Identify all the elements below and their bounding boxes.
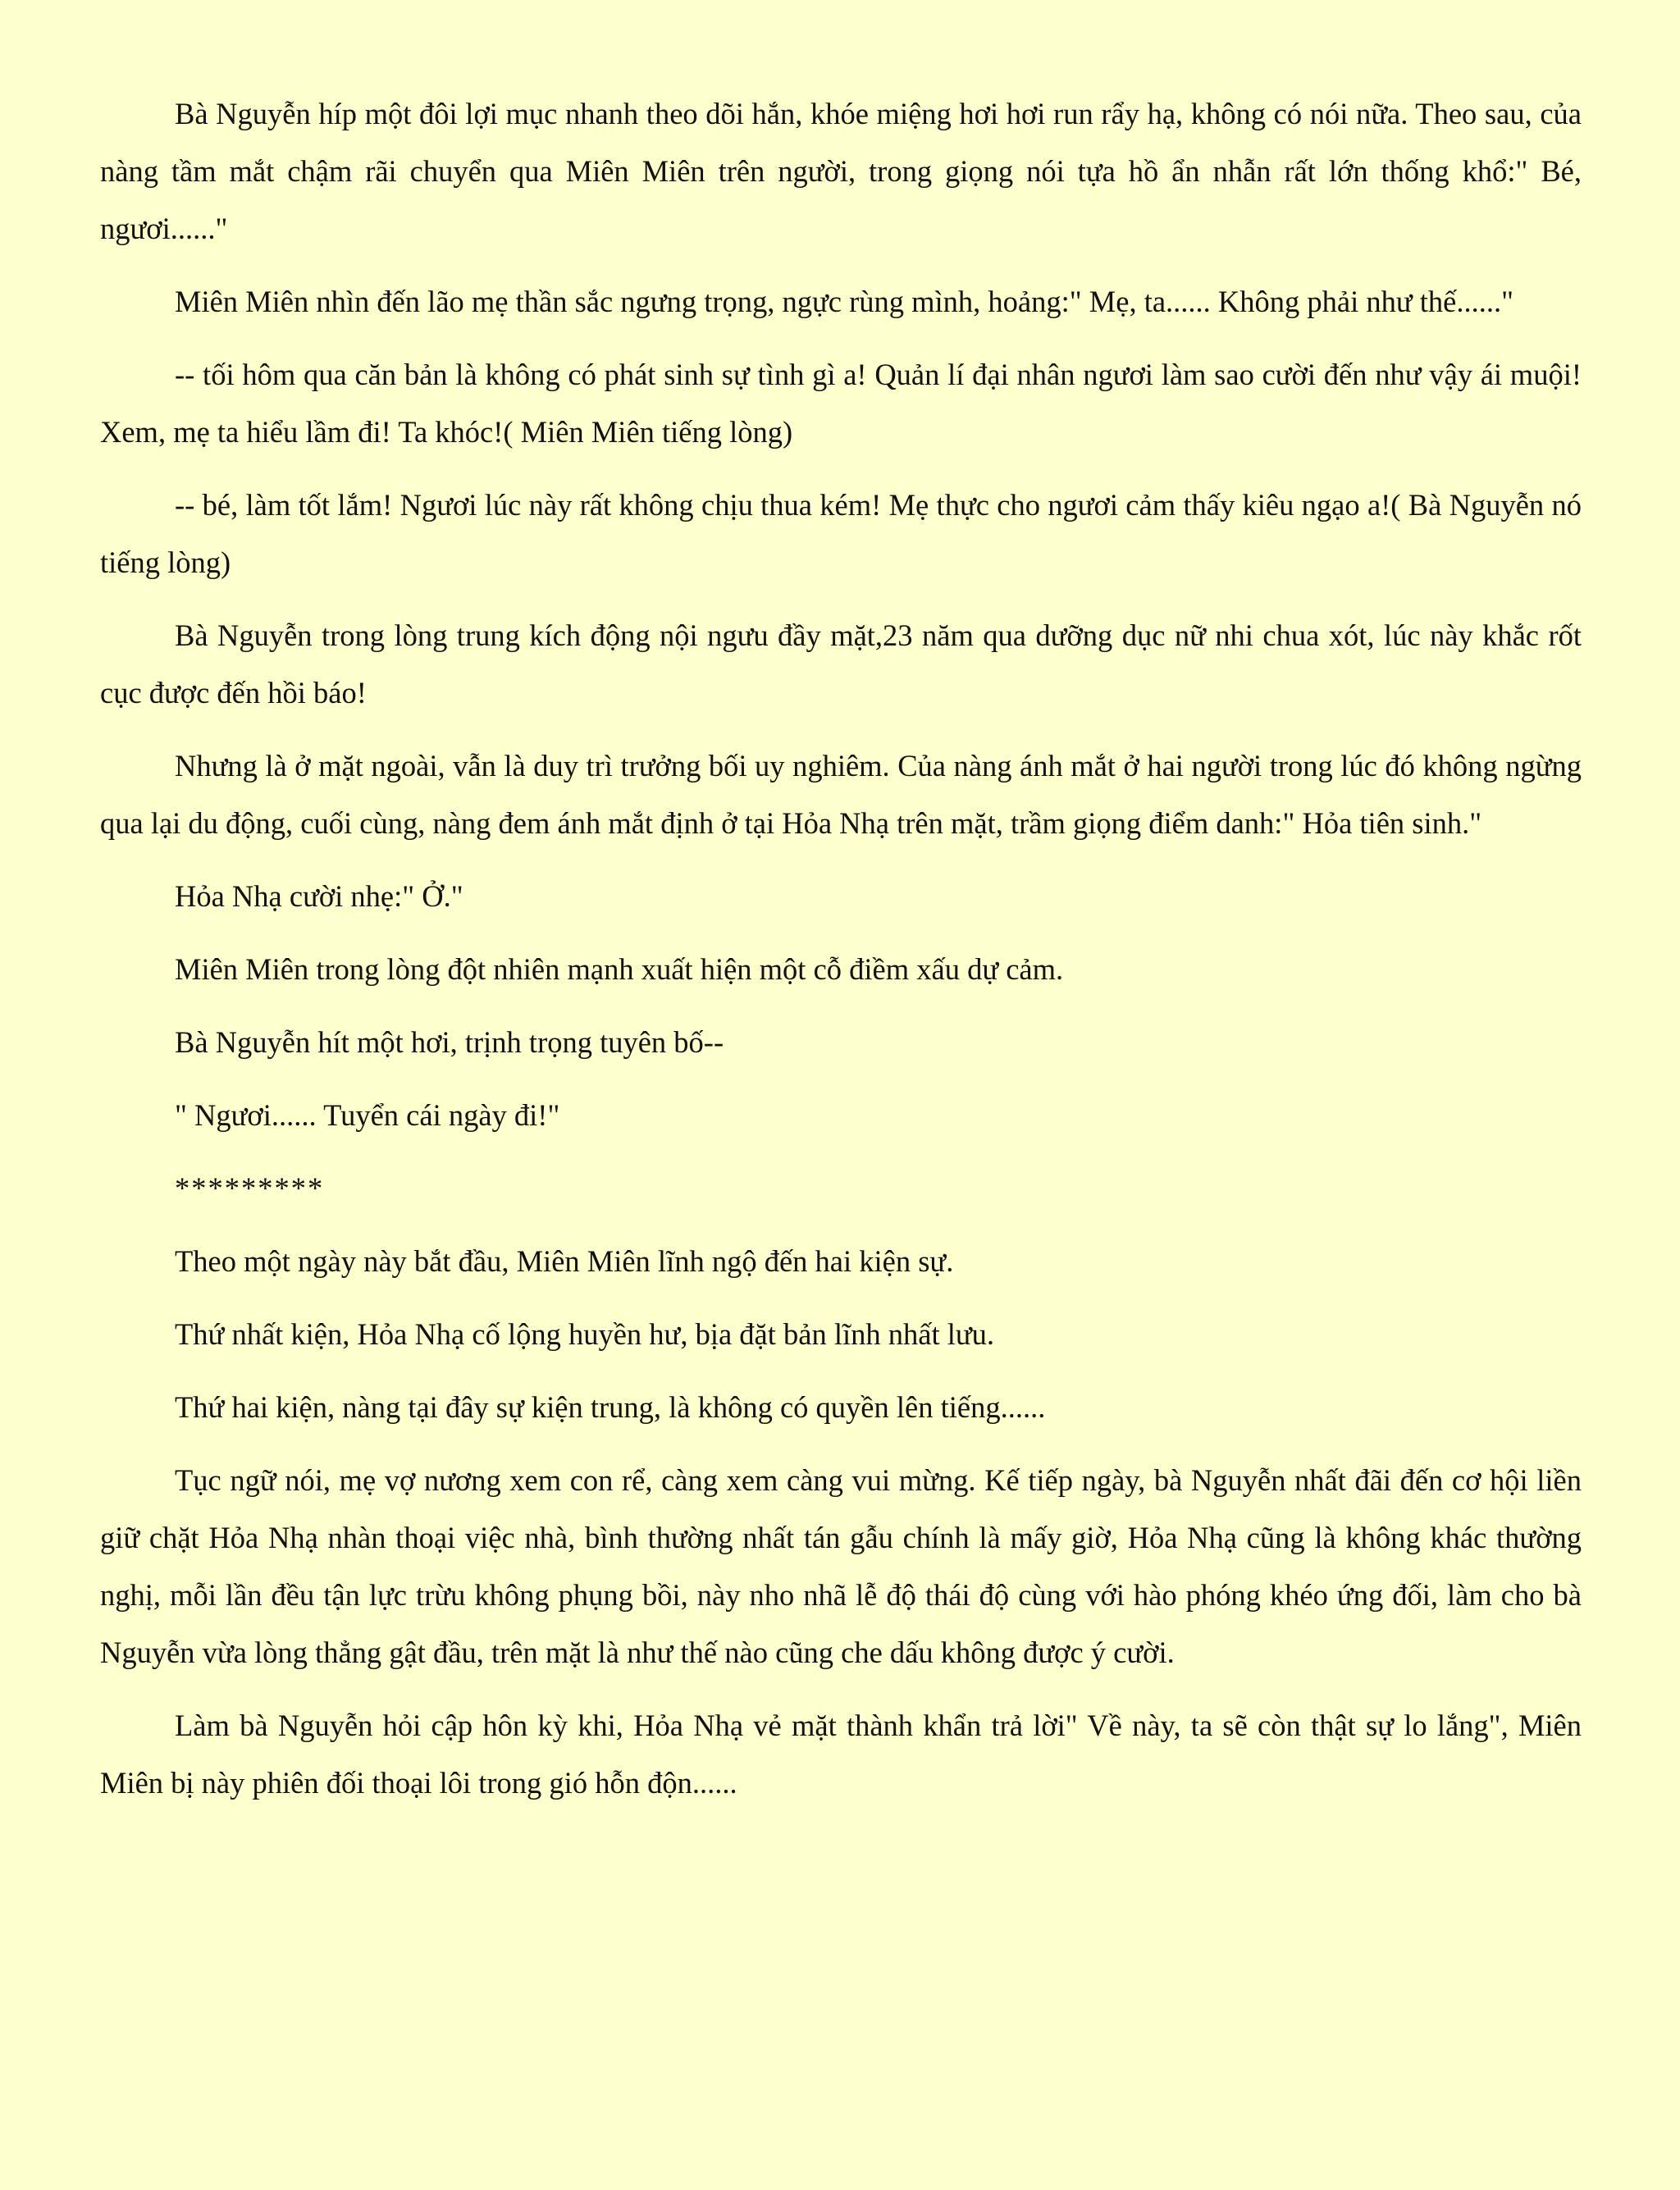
paragraph-3: -- tối hôm qua căn bản là không có phát sinh sự tình gì a! Quản lí đại nhân ngươi làm sao cười đến như vậy ái muội! Xem, mẹ ta hiểu lầm đi! Ta khóc!( Miên Miên tiếng lòng) xyxy=(100,358,1582,449)
paragraph-13: Thứ hai kiện, nàng tại đây sự kiện trung, là không có quyền lên tiếng...... xyxy=(175,1390,1046,1424)
section-separator: ********* xyxy=(175,1171,325,1205)
paragraph-15: Làm bà Nguyễn hỏi cập hôn kỳ khi, Hỏa Nhạ vẻ mặt thành khẩn trả lời" Về này, ta sẽ còn thật sự lo lắng", Miên Miên bị này phiên đối thoại lôi trong gió hỗn độn...... xyxy=(100,1709,1582,1800)
paragraph-10: " Ngươi...... Tuyển cái ngày đi!" xyxy=(175,1098,560,1132)
paragraph-7: Hỏa Nhạ cười nhẹ:" Ở." xyxy=(175,879,463,913)
paragraph-1: Bà Nguyễn híp một đôi lợi mục nhanh theo dõi hắn, khóe miệng hơi hơi run rẩy hạ, không có nói nữa. Theo sau, của nàng tầm mắt chậm rãi chuyển qua Miên Miên trên người, trong giọng nói tựa hồ ẩn nhẫn rất lớn thống khổ:" Bé, ngươi......" xyxy=(100,97,1582,245)
paragraph-11: Theo một ngày này bắt đầu, Miên Miên lĩnh ngộ đến hai kiện sự. xyxy=(175,1244,954,1278)
paragraph-2: Miên Miên nhìn đến lão mẹ thần sắc ngưng trọng, ngực rùng mình, hoảng:" Mẹ, ta...... Không phải như thế......" xyxy=(175,285,1514,318)
paragraph-4: -- bé, làm tốt lắm! Ngươi lúc này rất không chịu thua kém! Mẹ thực cho ngươi cảm thấy kiêu ngạo a!( Bà Nguyễn nó tiếng lòng) xyxy=(100,488,1582,579)
paragraph-9: Bà Nguyễn hít một hơi, trịnh trọng tuyên bố-- xyxy=(175,1025,724,1059)
document-page xyxy=(100,85,1582,1827)
paragraph-6: Nhưng là ở mặt ngoài, vẫn là duy trì trưởng bối uy nghiêm. Của nàng ánh mắt ở hai người trong lúc đó không ngừng qua lại du động, cuối cùng, nàng đem ánh mắt định ở tại Hỏa Nhạ trên mặt, trầm giọng điểm danh:" Hỏa tiên sinh." xyxy=(100,749,1582,840)
paragraph-5: Bà Nguyễn trong lòng trung kích động nội ngưu đầy mặt,23 năm qua dưỡng dục nữ nhi chua xót, lúc này khắc rốt cục được đến hồi báo! xyxy=(100,618,1582,709)
paragraph-14: Tục ngữ nói, mẹ vợ nương xem con rể, càng xem càng vui mừng. Kế tiếp ngày, bà Nguyễn nhất đãi đến cơ hội liền giữ chặt Hỏa Nhạ nhàn thoại việc nhà, bình thường nhất tán gẫu chính là mấy giờ, Hỏa Nhạ cũng là không khác thường nghị, mỗi lần đều tận lực trừu không phụng bồi, này nho nhã lễ độ thái độ cùng với hào phóng khéo ứng đối, làm cho bà Nguyễn vừa lòng thẳng gật đầu, trên mặt là như thế nào cũng che dấu không được ý cười. xyxy=(100,1463,1582,1669)
paragraph-8: Miên Miên trong lòng đột nhiên mạnh xuất hiện một cỗ điềm xấu dự cảm. xyxy=(175,952,1064,986)
paragraph-12: Thứ nhất kiện, Hỏa Nhạ cố lộng huyền hư, bịa đặt bản lĩnh nhất lưu. xyxy=(175,1317,995,1351)
